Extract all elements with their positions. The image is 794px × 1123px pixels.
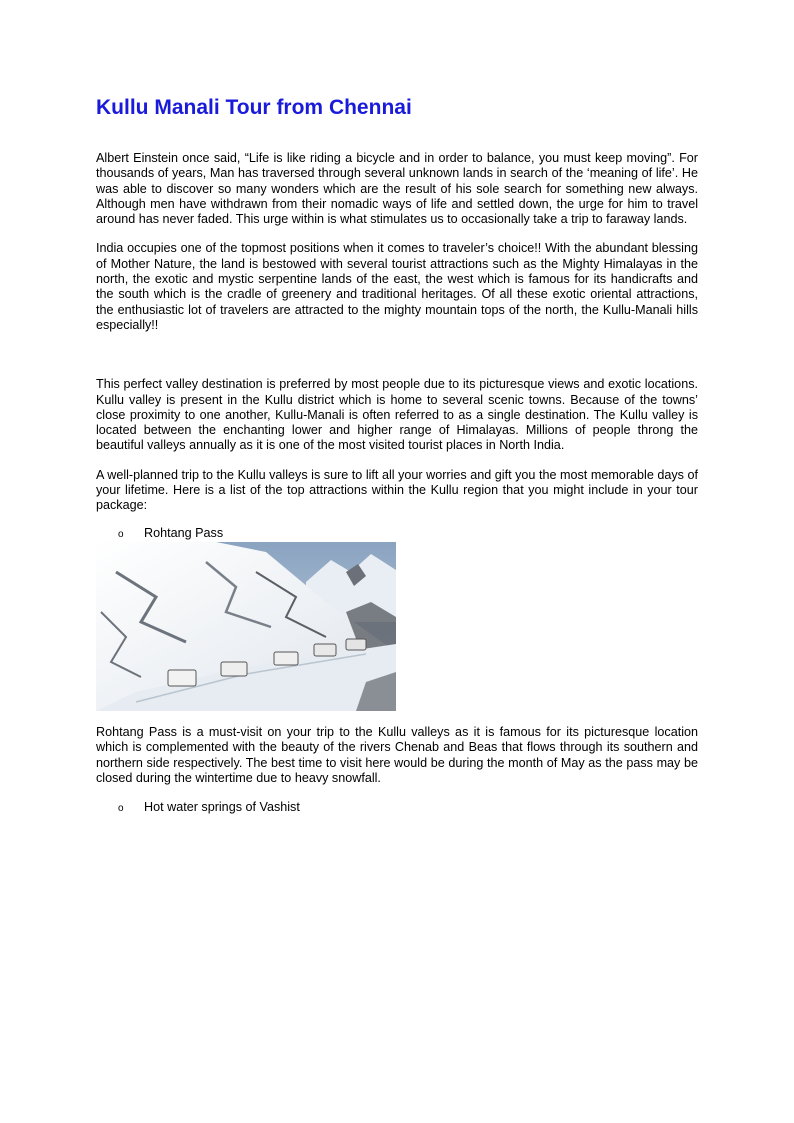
list-item-vashist [96, 800, 698, 816]
paragraph-valley: This perfect valley destination is preferred by most people due to its picturesque views and exotic locations. Kullu valley is present in the Kullu district which is home to several scenic towns. Because of the towns’ close proximity to one another, Kullu-Manali is often referred to as a single destination. The Kullu valley is located between the enchanting lower and higher range of Himalayas. Millions of people throng the beautiful valleys annually as it is one of the most visited tourist places in North India. [96, 377, 698, 453]
list-item-label: Rohtang Pass [144, 525, 224, 540]
list-item-label: Hot water springs of Vashist [144, 800, 300, 815]
rohtang-pass-photo [96, 542, 396, 711]
vehicle-4 [314, 644, 336, 656]
vehicle-1 [168, 670, 196, 686]
vehicle-3 [274, 652, 298, 665]
paragraph-trip: A well-planned trip to the Kullu valleys is sure to lift all your worries and gift you the most memorable days of your lifetime. Here is a list of the top attractions within the Kullu region that you might include in your tour package: [96, 467, 698, 513]
vehicle-5 [346, 639, 366, 650]
document-page [96, 94, 698, 816]
vehicle-2 [221, 662, 247, 676]
paragraph-india: India occupies one of the topmost positions when it comes to traveler’s choice!! With the abundant blessing of Mother Nature, the land is bestowed with several tourist attractions such as the Mighty Himalayas in the north, the exotic and mystic serpentine lands of the east, the west which is famous for its handicrafts and the south which is the cradle of greenery and traditional heritages. Of all these exotic oriental attractions, the enthusiastic lot of travelers are attracted to the mighty mountain tops of the north, the Kullu-Manali hills especially!! [96, 241, 698, 332]
bullet-marker: o [118, 803, 124, 815]
list-item-rohtang [96, 526, 698, 542]
bullet-marker: o [118, 528, 124, 540]
paragraph-rohtang: Rohtang Pass is a must-visit on your trip to the Kullu valleys as it is famous for its picturesque location which is complemented with the beauty of the rivers Chenab and Beas that flows through its southern and northern side respectively. The best time to visit here would be during the month of May as the pass may be closed during the wintertime due to heavy snowfall. [96, 724, 698, 785]
paragraph-intro: Albert Einstein once said, “Life is like riding a bicycle and in order to balance, you must keep moving”. For thousands of years, Man has traversed through several unknown lands in search of the ‘meaning of life’. He was able to discover so many wonders which are the result of his sole search for something new always. Although men have withdrawn from their nomadic ways of life and settled down, the urge for him to travel around has never faded. This urge within is what stimulates us to occasionally take a trip to faraway lands. [96, 151, 698, 227]
document-title: Kullu Manali Tour from Chennai [96, 96, 412, 119]
